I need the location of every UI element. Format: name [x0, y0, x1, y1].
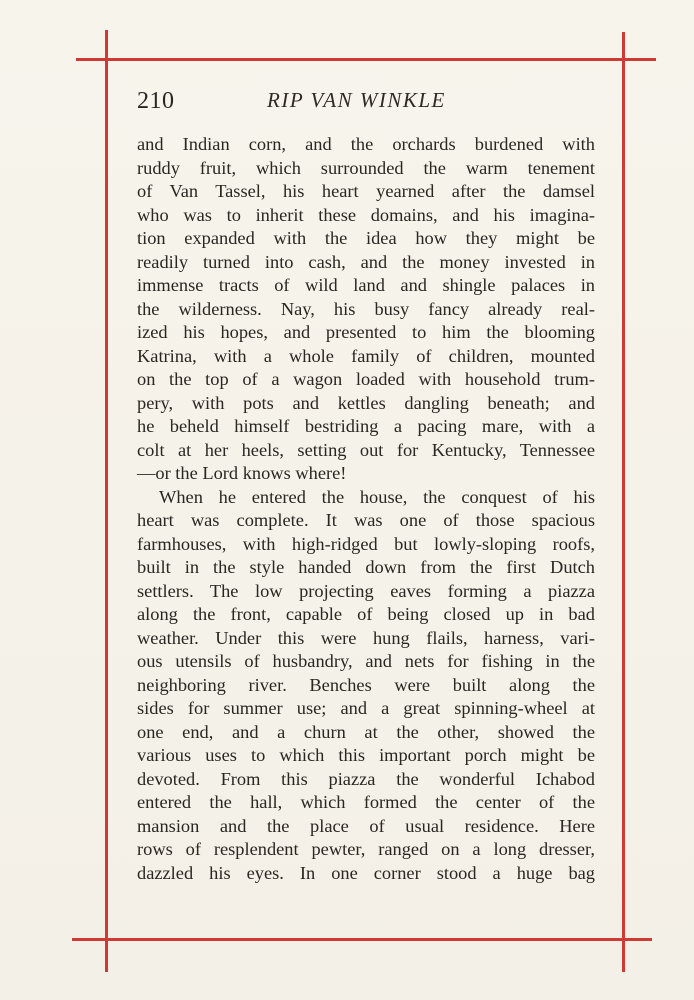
text-line: one end, and a churn at the other, showed the	[137, 721, 595, 742]
text-line: on the top of a wagon loaded with household trum-	[137, 369, 595, 389]
text-line: of Van Tassel, his heart yearned after the damsel	[137, 181, 595, 201]
running-title: RIP VAN WINKLE	[267, 88, 446, 112]
text-line: built in the style handed down from the first Dutch	[137, 557, 595, 577]
text-line: who was to inherit these domains, and his imagina-	[137, 204, 595, 225]
text-line: farmhouses, with high-ridged but lowly-sloping roofs,	[137, 533, 595, 554]
body-text	[137, 133, 595, 885]
text-line: rows of resplendent pewter, ranged on a long dresser,	[137, 839, 595, 859]
text-line: Katrina, with a whole family of children, mounted	[137, 345, 595, 366]
text-line: settlers. The low projecting eaves forming a piazza	[137, 580, 595, 601]
text-line: readily turned into cash, and the money invested in	[137, 251, 595, 272]
text-line: tion expanded with the idea how they might be	[137, 228, 595, 248]
right-border-rule	[622, 32, 625, 972]
text-line: entered the hall, which formed the center of the	[137, 792, 595, 812]
page-number: 210	[137, 88, 175, 114]
text-line: dazzled his eyes. In one corner stood a huge bag	[137, 862, 595, 883]
text-line: ous utensils of husbandry, and nets for fishing in the	[137, 651, 595, 671]
paragraph-end-line: —or the Lord knows where!	[137, 463, 347, 483]
text-line: colt at her heels, setting out for Kentucky, Tennessee	[137, 439, 595, 460]
text-line: neighboring river. Benches were built along the	[137, 674, 595, 695]
left-border-rule	[105, 30, 108, 972]
text-line: pery, with pots and kettles dangling beneath; and	[137, 392, 595, 413]
bottom-border-rule	[72, 938, 652, 941]
top-border-rule	[76, 58, 656, 61]
text-line: devoted. From this piazza the wonderful Ichabod	[137, 768, 595, 789]
text-line: sides for summer use; and a great spinning-wheel at	[137, 698, 595, 718]
text-line: and Indian corn, and the orchards burdened with	[137, 134, 595, 154]
text-line: weather. Under this were hung flails, harness, vari-	[137, 627, 595, 648]
text-line: ized his hopes, and presented to him the blooming	[137, 322, 595, 342]
text-line: along the front, capable of being closed up in bad	[137, 604, 595, 624]
text-line: ruddy fruit, which surrounded the warm tenement	[137, 157, 595, 178]
text-line: the wilderness. Nay, his busy fancy already real-	[137, 298, 595, 319]
text-line: mansion and the place of usual residence. Here	[137, 815, 595, 836]
paragraph-start-line: When he entered the house, the conquest of his	[159, 486, 595, 507]
text-line: immense tracts of wild land and shingle palaces in	[137, 275, 595, 295]
page-header	[137, 86, 597, 120]
text-line: he beheld himself bestriding a pacing mare, with a	[137, 416, 595, 436]
text-line: heart was complete. It was one of those spacious	[137, 510, 595, 530]
text-line: various uses to which this important porch might be	[137, 745, 595, 765]
